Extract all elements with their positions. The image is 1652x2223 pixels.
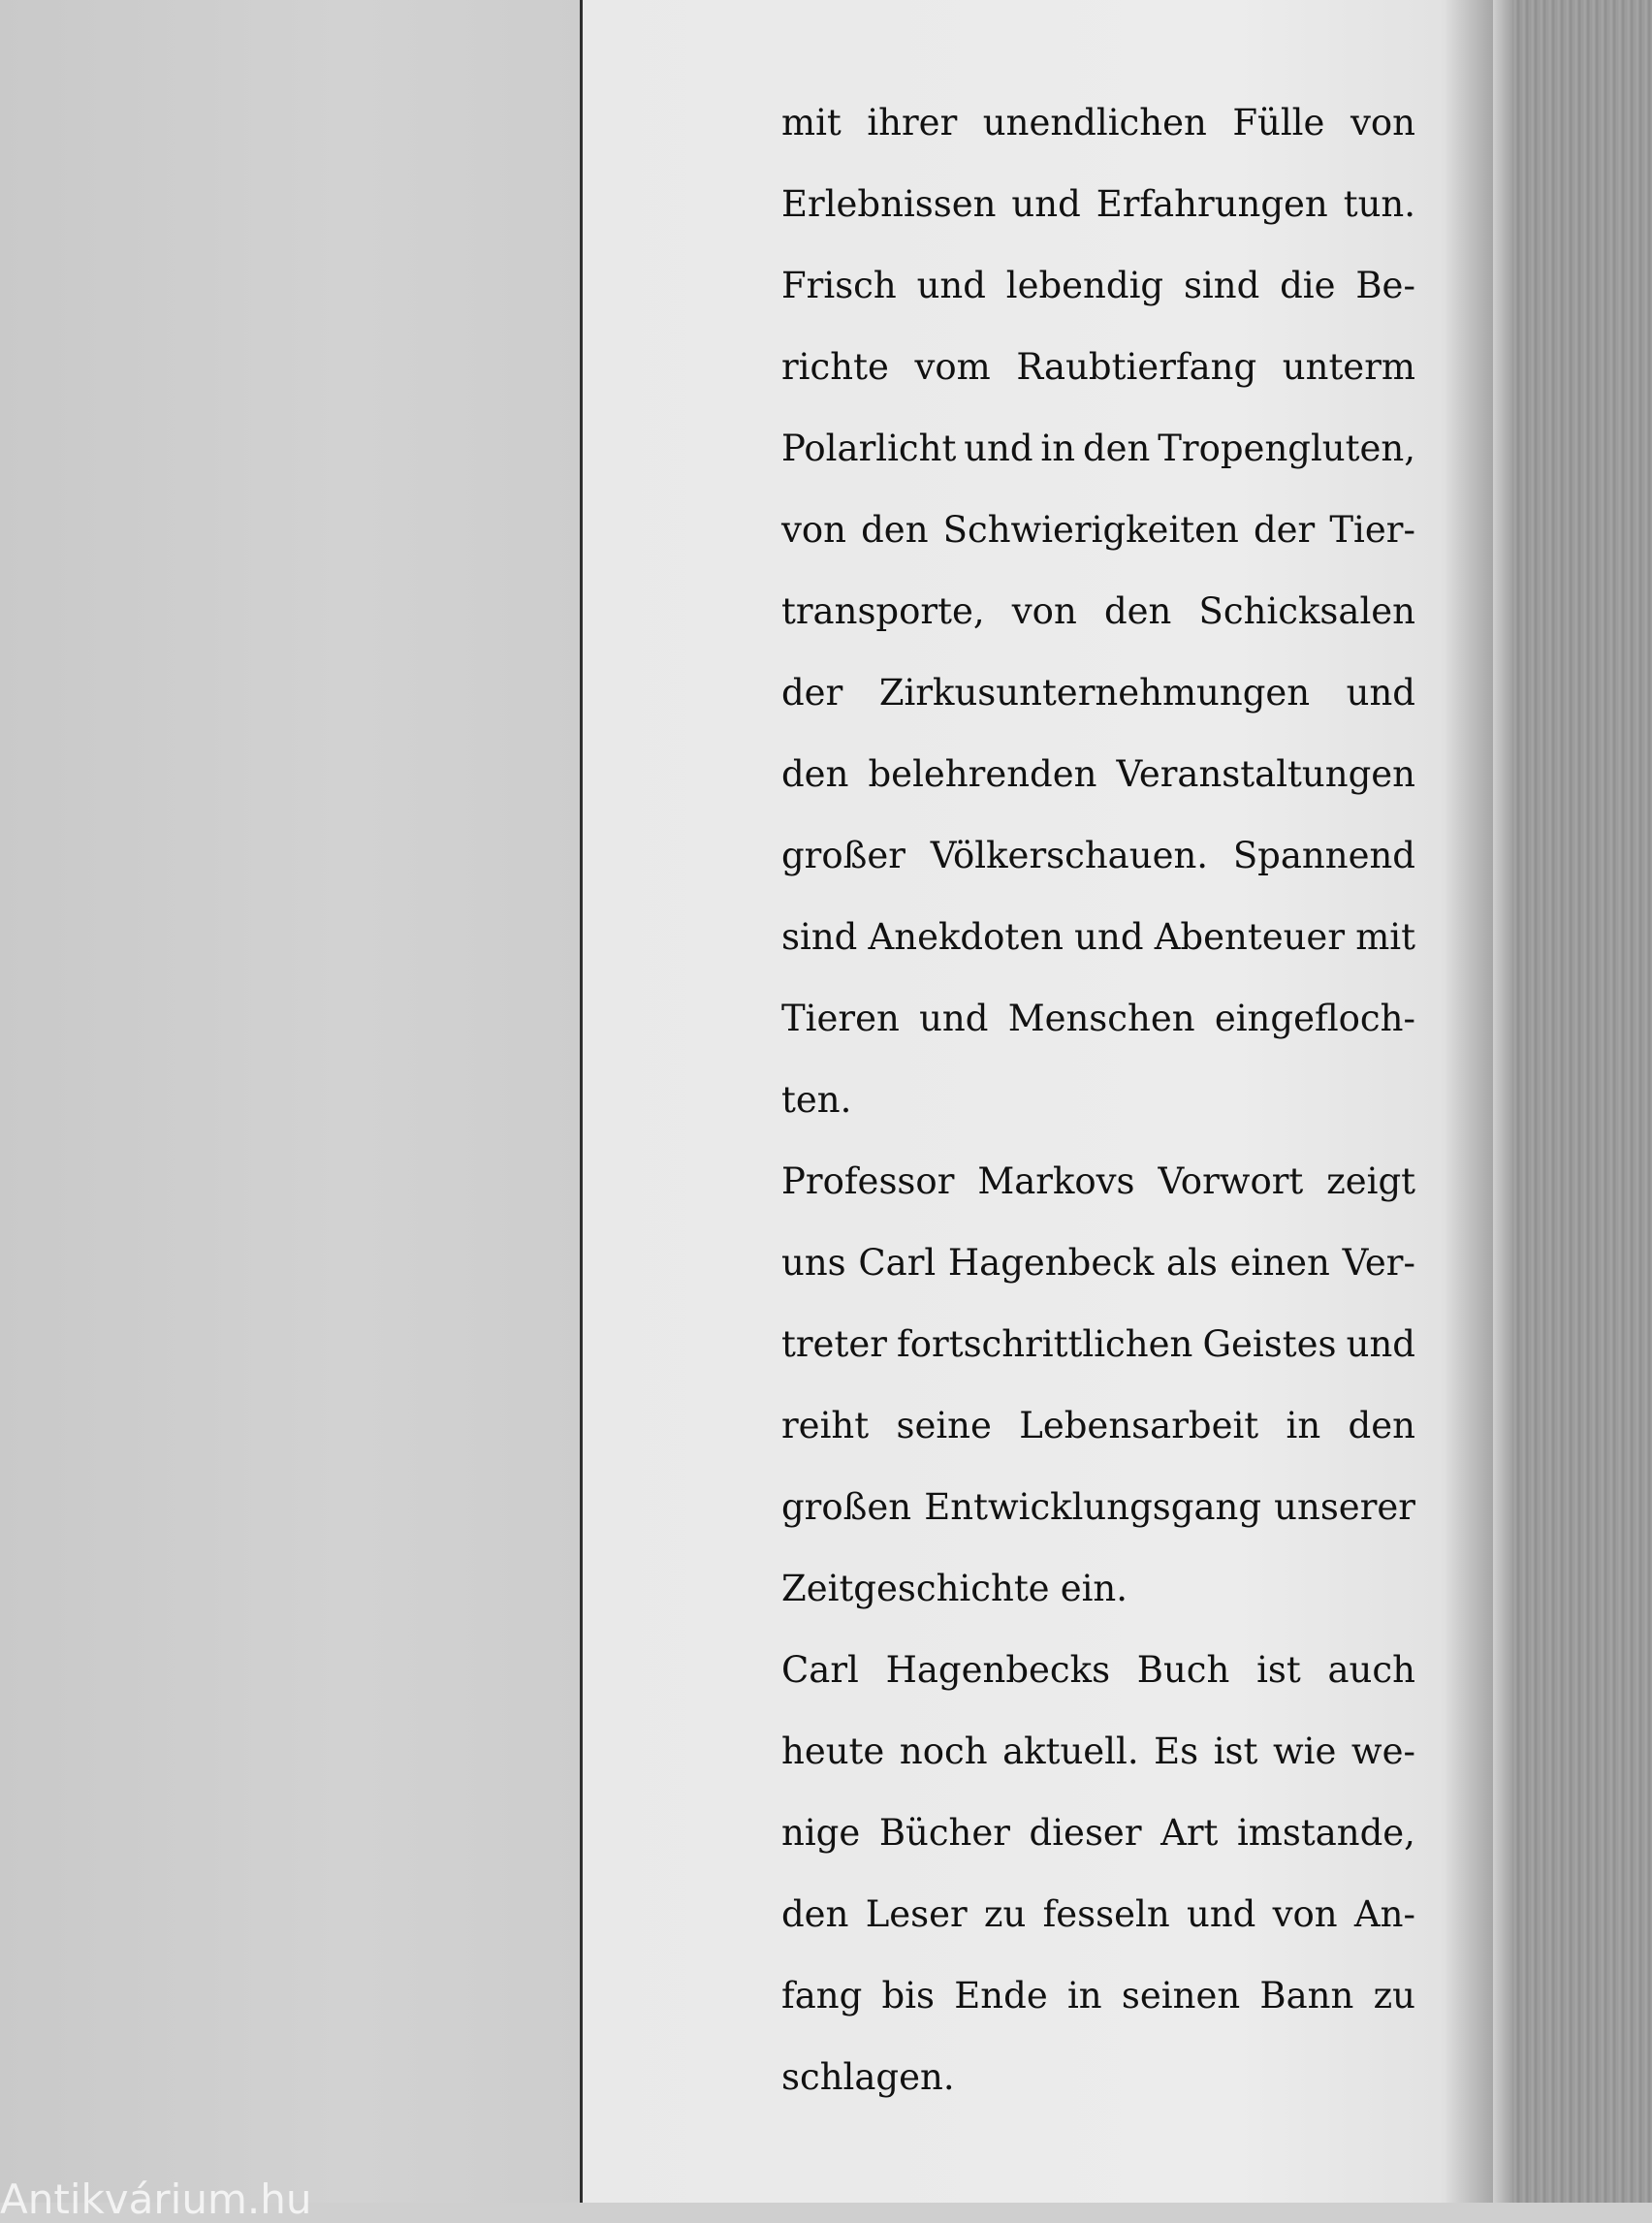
word: Veranstaltungen [1116,753,1415,795]
word: Völkerschauen. [930,835,1209,876]
text-line [781,909,1415,991]
text-line [781,1724,1415,1805]
word: Ende [954,1975,1048,2017]
word: von [781,509,847,551]
text-line [781,1805,1415,1887]
word: und [1074,916,1144,958]
word: eingefloch- [1214,998,1415,1039]
word: Erfahrungen [1096,183,1328,225]
word: der [1253,509,1316,551]
word: heute [781,1731,885,1772]
word: sind [781,916,858,958]
word: Frisch [781,265,897,306]
word: Carl [858,1242,937,1284]
word: von [1350,102,1415,143]
word: sind [1183,265,1260,306]
word: Hagenbecks [885,1649,1111,1691]
word: dieser [1029,1812,1142,1854]
word: Carl [781,1649,859,1691]
word: und [1346,672,1415,714]
word: ein. [1060,1568,1128,1609]
text-line [781,1154,1415,1235]
word: An- [1353,1893,1415,1935]
word: zu [1373,1975,1415,2017]
word: nige [781,1812,861,1854]
word: Polarlicht [781,428,957,469]
word: Es [1154,1731,1199,1772]
text-line [781,1968,1415,2049]
paragraph [781,1154,1415,1642]
word: Buch [1136,1649,1230,1691]
text-line [781,1235,1415,1317]
word: Tropengluten, [1158,428,1415,469]
text-line [781,991,1415,1072]
word: den [1103,590,1172,632]
word: Geistes [1202,1323,1337,1365]
word: in [1040,428,1076,469]
word: großer [781,835,905,876]
word: Zirkusunternehmungen [878,672,1311,714]
word: in [1066,1975,1102,2017]
word: Hagenbeck [947,1242,1155,1284]
word: Bann [1259,1975,1354,2017]
word: auch [1327,1649,1415,1691]
word: unserer [1274,1486,1415,1528]
word: uns [781,1242,846,1284]
word: den [1348,1405,1415,1446]
word: fortschrittlichen [897,1323,1193,1365]
word: und [1187,1893,1256,1935]
word: Be- [1355,265,1415,306]
word: seine [896,1405,992,1446]
text-line [781,1072,1415,1154]
word: unterm [1282,346,1415,388]
word: großen [781,1486,912,1528]
text-line [781,421,1415,502]
word: den [861,509,929,551]
text-line [781,1561,1415,1642]
word: und [1011,183,1081,225]
word: vom [914,346,991,388]
word: Raubtierfang [1016,346,1257,388]
word: Zeitgeschichte [781,1568,1050,1609]
text-line [781,1317,1415,1398]
word: Leser [865,1893,968,1935]
text-line [781,95,1415,176]
word: reiht [781,1405,870,1446]
word: den [781,1893,849,1935]
word: richte [781,346,889,388]
text-line [781,176,1415,258]
word: seinen [1121,1975,1241,2017]
word: ist [1256,1649,1301,1691]
word: zu [984,1893,1027,1935]
word: in [1286,1405,1321,1446]
word: we- [1350,1731,1415,1772]
word: von [1011,590,1077,632]
text-line [781,1479,1415,1561]
word: Professor [781,1160,955,1202]
word: Entwicklungsgang [924,1486,1262,1528]
word: noch [899,1731,988,1772]
word: als [1166,1242,1218,1284]
word: mit [781,102,842,143]
text-line [781,1398,1415,1479]
word: Art [1160,1812,1219,1854]
word: lebendig [1005,265,1164,306]
word: der [781,672,843,714]
word: Tier- [1329,509,1415,551]
text-line [781,1887,1415,1968]
body-text [781,95,1415,2131]
word: Erlebnissen [781,183,997,225]
word: und [1346,1323,1415,1365]
word: einen [1229,1242,1330,1284]
word: Anekdoten [868,916,1064,958]
word: Menschen [1007,998,1195,1039]
text-line [781,665,1415,746]
text-line [781,339,1415,421]
word: den [781,753,849,795]
paragraph [781,1642,1415,2131]
left-flap [0,0,582,2203]
text-line [781,584,1415,665]
word: die [1280,265,1336,306]
word: bis [881,1975,936,2017]
word: belehrenden [868,753,1097,795]
word: fang [781,1975,863,2017]
text-line [781,828,1415,909]
word: Tieren [781,998,900,1039]
word: fesseln [1042,1893,1170,1935]
word: wie [1272,1731,1337,1772]
word: Schwierigkeiten [942,509,1239,551]
word: den [1082,428,1151,469]
word: und [916,265,986,306]
word: treter [781,1323,887,1365]
word: aktuell. [1002,1731,1139,1772]
word: Bücher [878,1812,1010,1854]
text-line [781,258,1415,339]
word: und [919,998,989,1039]
word: ist [1213,1731,1258,1772]
word: Lebensarbeit [1019,1405,1259,1446]
word: Abenteuer [1154,916,1346,958]
book-cover [1512,0,1652,2203]
word: unendlichen [982,102,1207,143]
word: Ver- [1342,1242,1415,1284]
word: Schicksalen [1198,590,1415,632]
cover-edge [1493,0,1514,2203]
text-line [781,502,1415,584]
word: Spannend [1232,835,1415,876]
word: schlagen. [781,2056,955,2098]
word: Fülle [1232,102,1325,143]
word: imstande, [1236,1812,1415,1854]
word: von [1272,1893,1338,1935]
word: transporte, [781,590,985,632]
word: mit [1355,916,1415,958]
word: Markovs [977,1160,1135,1202]
paragraph [781,95,1415,1154]
text-line [781,2049,1415,2131]
text-line [781,746,1415,828]
word: ten. [781,1079,852,1121]
text-line [781,1642,1415,1724]
word: zeigt [1326,1160,1415,1202]
word: tun. [1343,183,1415,225]
word: Vorwort [1158,1160,1304,1202]
word: ihrer [867,102,958,143]
watermark: Antikvárium.hu [0,2175,312,2223]
word: und [964,428,1033,469]
